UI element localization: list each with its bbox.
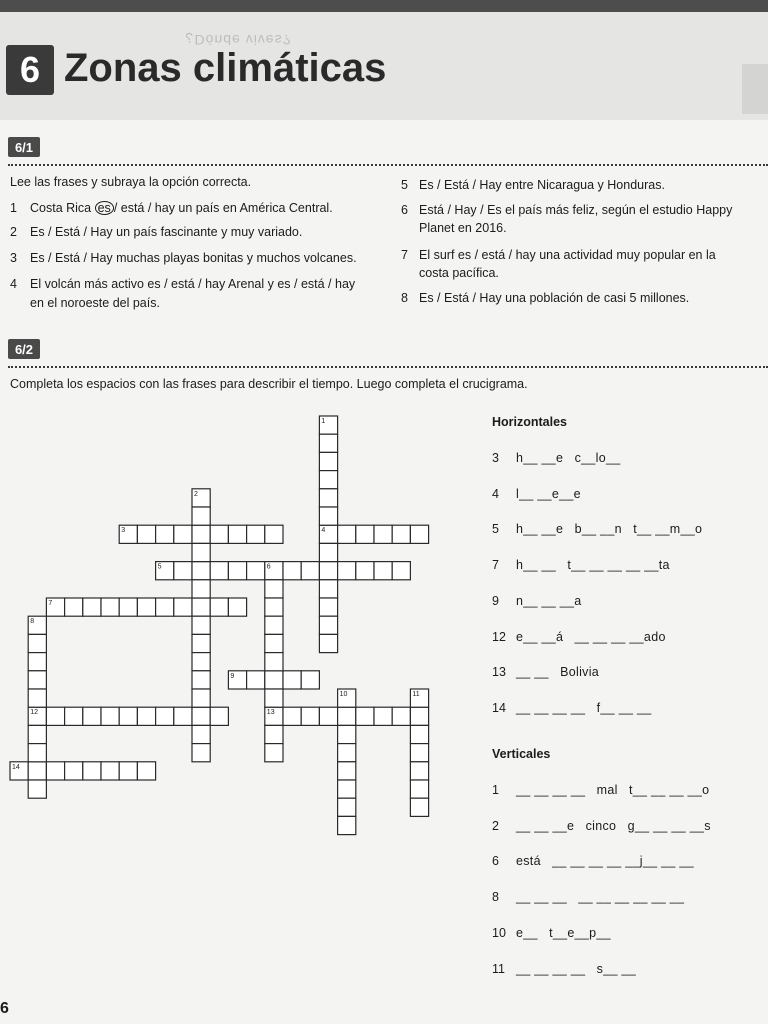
crossword-cell xyxy=(410,798,428,816)
item-number: 6 xyxy=(401,203,408,217)
crossword-cell xyxy=(356,707,374,725)
crossword-cell xyxy=(338,725,356,743)
clue-number: 7 xyxy=(492,558,499,573)
crossword-cell xyxy=(156,598,174,616)
crossword-cell xyxy=(137,525,155,543)
crossword-cell xyxy=(192,671,210,689)
item-number: 8 xyxy=(401,291,408,305)
clue-number: 9 xyxy=(492,593,499,608)
section-badge-6-1: 6/1 xyxy=(8,137,40,157)
clue-number: 2 xyxy=(492,818,499,833)
crossword-cell xyxy=(46,762,64,780)
clue-pattern: h__ __e c__lo__ xyxy=(516,451,621,465)
crossword-cell xyxy=(338,525,356,543)
clue-number: 14 xyxy=(492,700,506,715)
crossword-cell xyxy=(338,816,356,834)
crossword-cell xyxy=(28,762,46,780)
crossword-cell xyxy=(265,616,283,634)
crossword-cell xyxy=(265,634,283,652)
crossword-cell xyxy=(410,780,428,798)
crossword-cell xyxy=(338,562,356,580)
crossword-cell xyxy=(410,762,428,780)
crossword-cell xyxy=(283,707,301,725)
crossword-clue-number: 7 xyxy=(48,600,53,607)
crossword-cell xyxy=(174,562,192,580)
crossword-cell xyxy=(319,471,337,489)
crossword-cell xyxy=(210,562,228,580)
item-number: 1 xyxy=(10,201,17,215)
clue-number: 11 xyxy=(492,961,505,976)
crossword-cell xyxy=(319,434,337,452)
crossword-cell xyxy=(319,452,337,470)
clue-pattern: __ __ __e cinco g__ __ __ __s xyxy=(516,818,711,833)
clue-pattern: __ __ __ __ mal t__ __ __ __o xyxy=(516,783,710,797)
item-number: 5 xyxy=(401,178,408,192)
crossword-cell xyxy=(265,580,283,598)
unit-title: Zonas climáticas xyxy=(64,46,387,90)
crossword-cell xyxy=(265,725,283,743)
clue-number: 5 xyxy=(492,522,499,537)
crossword-cell xyxy=(265,689,283,707)
item-text-4: El volcán más activo es / está / hay Arenal y es / está / hay xyxy=(30,277,356,291)
crossword-clue-number: 4 xyxy=(321,527,326,535)
crossword-cell xyxy=(392,525,410,543)
clue-number: 13 xyxy=(492,665,506,680)
crossword-clue-number: 10 xyxy=(339,691,348,698)
crossword-cell xyxy=(28,689,46,707)
item-number: 2 xyxy=(10,225,17,239)
page-number: 6 xyxy=(0,1000,9,1017)
crossword-cell xyxy=(338,762,356,780)
crossword-cell xyxy=(192,653,210,671)
crossword-cell xyxy=(192,616,210,634)
crossword-cell xyxy=(192,634,210,652)
crossword-cell xyxy=(192,744,210,762)
crossword-cell xyxy=(65,598,83,616)
item-text-6: Está / Hay / Es el país más feliz, según el estudio Happy xyxy=(419,203,733,217)
section-badge-6-2: 6/2 xyxy=(8,339,40,359)
crossword-cell xyxy=(265,744,283,762)
crossword-cell xyxy=(119,598,137,616)
crossword-cell xyxy=(301,671,319,689)
clue-pattern: __ __ __ __ __ __ __ __ __ xyxy=(516,890,685,905)
crossword-cell xyxy=(319,543,337,561)
crossword-clue-number: 11 xyxy=(412,691,420,698)
clue-pattern: __ __ Bolivia xyxy=(516,665,600,680)
crossword-cell xyxy=(83,707,101,725)
crossword-cell xyxy=(356,525,374,543)
crossword-cell xyxy=(228,598,246,616)
clue-number: 1 xyxy=(492,783,499,797)
crossword-cell xyxy=(83,598,101,616)
clue-pattern: l__ __e__e xyxy=(516,486,581,501)
crossword-cell xyxy=(192,507,210,525)
clue-pattern: está __ __ __ __ __j__ __ __ xyxy=(516,854,694,869)
crossword-cell xyxy=(410,525,428,543)
item-text-8: Es / Está / Hay una población de casi 5 millones. xyxy=(419,291,690,305)
crossword-cell xyxy=(174,598,192,616)
crossword-cell xyxy=(265,525,283,543)
crossword-cell xyxy=(28,671,46,689)
crossword-cell xyxy=(374,525,392,543)
clue-pattern: e__ __á __ __ __ __ado xyxy=(516,629,666,644)
clue-number: 3 xyxy=(492,451,499,465)
item-text-6-cont: Planet en 2016. xyxy=(419,221,507,235)
crossword-cell xyxy=(137,598,155,616)
crossword-cell xyxy=(228,525,246,543)
item-text-5: Es / Está / Hay entre Nicaragua y Honduras. xyxy=(419,178,665,192)
clue-pattern: e__ t__e__p__ xyxy=(516,925,611,940)
clue-pattern: n__ __ __a xyxy=(516,593,582,608)
crossword-cell xyxy=(228,562,246,580)
crossword-cell xyxy=(265,653,283,671)
crossword-cell xyxy=(192,725,210,743)
circled-answer: es xyxy=(95,201,114,215)
crossword-cell xyxy=(192,689,210,707)
crossword-cell xyxy=(319,580,337,598)
crossword-cell xyxy=(410,744,428,762)
crossword-cell xyxy=(319,507,337,525)
item-text-3: Es / Está / Hay muchas playas bonitas y muchos volcanes. xyxy=(30,251,357,265)
clue-number: 12 xyxy=(492,629,506,644)
crossword-cell xyxy=(265,598,283,616)
crossword-cell xyxy=(410,725,428,743)
crossword-cell xyxy=(28,725,46,743)
clue-pattern: h__ __e b__ __n t__ __m__o xyxy=(516,522,703,537)
crossword-cell xyxy=(101,762,119,780)
crossword-cell xyxy=(119,762,137,780)
crossword-cell xyxy=(192,580,210,598)
crossword-cell xyxy=(283,671,301,689)
item-number: 4 xyxy=(10,277,17,291)
crossword-cell xyxy=(101,598,119,616)
crossword-cell xyxy=(28,780,46,798)
crossword-cell xyxy=(265,671,283,689)
crossword-clue-number: 9 xyxy=(230,672,235,680)
crossword-cell xyxy=(192,525,210,543)
crossword-cell xyxy=(192,562,210,580)
crossword-cell xyxy=(338,744,356,762)
crossword-cell xyxy=(65,707,83,725)
horizontales-heading: Horizontales xyxy=(492,415,568,429)
crossword-clue-number: 2 xyxy=(194,490,198,498)
clue-number: 10 xyxy=(492,925,506,940)
crossword-cell xyxy=(247,671,265,689)
crossword-cell xyxy=(174,525,192,543)
crossword-cell xyxy=(319,562,337,580)
section2-instruction: Completa los espacios con las frases para describir el tiempo. Luego completa el crucigrama. xyxy=(10,377,528,391)
crossword-cell xyxy=(319,598,337,616)
clue-pattern: __ __ __ __ f__ __ __ xyxy=(516,700,652,715)
crossword-cell xyxy=(374,707,392,725)
crossword-clue-number: 1 xyxy=(321,418,326,425)
item-text-7: El surf es / está / hay una actividad muy popular en la xyxy=(419,248,716,262)
item-text-7-cont: costa pacífica. xyxy=(419,266,499,280)
crossword-cell xyxy=(283,562,301,580)
crossword-cell xyxy=(392,707,410,725)
crossword-cell xyxy=(156,707,174,725)
crossword-cell xyxy=(156,525,174,543)
crossword-cell xyxy=(247,562,265,580)
item-text-1: Costa Rica es / está / hay un país en América Central. xyxy=(30,201,333,215)
crossword-cell xyxy=(192,707,210,725)
crossword-clue-number: 14 xyxy=(12,763,20,771)
crossword-cell xyxy=(137,707,155,725)
verticales-heading: Verticales xyxy=(492,747,551,761)
crossword-cell xyxy=(356,562,374,580)
crossword-cell xyxy=(137,762,155,780)
crossword-cell xyxy=(28,744,46,762)
crossword-cell xyxy=(301,562,319,580)
bleed-through-text: ¿Dónde vives? xyxy=(185,32,292,48)
crossword-clue-number: 3 xyxy=(121,527,126,535)
crossword-clue-number: 8 xyxy=(30,618,35,626)
crossword-clue-number: 12 xyxy=(30,709,38,717)
crossword-clue-number: 6 xyxy=(266,563,271,571)
crossword-cell xyxy=(46,707,64,725)
crossword-cell xyxy=(410,707,428,725)
clue-number: 8 xyxy=(492,890,499,905)
crossword-cell xyxy=(319,707,337,725)
crossword-cell xyxy=(319,489,337,507)
crossword-cell xyxy=(338,780,356,798)
item-number: 3 xyxy=(10,251,17,265)
crossword-cell xyxy=(338,798,356,816)
crossword-cell xyxy=(192,543,210,561)
crossword-cell xyxy=(28,634,46,652)
crossword-cell xyxy=(374,562,392,580)
section1-instruction: Lee las frases y subraya la opción correcta. xyxy=(10,175,252,189)
crossword-cell xyxy=(247,525,265,543)
crossword-cell xyxy=(119,707,137,725)
crossword-cell xyxy=(192,598,210,616)
clue-number: 6 xyxy=(492,854,499,869)
crossword-cell xyxy=(65,762,83,780)
crossword-cell xyxy=(392,562,410,580)
crossword-cell xyxy=(101,707,119,725)
crossword-cell xyxy=(338,707,356,725)
item-number: 7 xyxy=(401,248,408,262)
crossword-cell xyxy=(319,634,337,652)
crossword-clue-number: 13 xyxy=(266,709,275,717)
crossword-cell xyxy=(83,762,101,780)
item-text-4-cont: en el noroeste del país. xyxy=(30,296,160,310)
crossword-cell xyxy=(210,598,228,616)
crossword-cell xyxy=(210,707,228,725)
crossword-cell xyxy=(301,707,319,725)
unit-number-badge: 6 xyxy=(6,45,54,95)
clue-pattern: __ __ __ __ s__ __ xyxy=(516,961,636,976)
crossword-clue-number: 5 xyxy=(157,563,162,571)
clue-number: 4 xyxy=(492,486,499,501)
item-text-2: Es / Está / Hay un país fascinante y muy variado. xyxy=(30,225,303,239)
crossword-cell xyxy=(174,707,192,725)
crossword-cell xyxy=(319,616,337,634)
crossword-cell xyxy=(210,525,228,543)
clue-pattern: h__ __ t__ __ __ __ __ta xyxy=(516,558,670,573)
crossword-cell xyxy=(28,653,46,671)
